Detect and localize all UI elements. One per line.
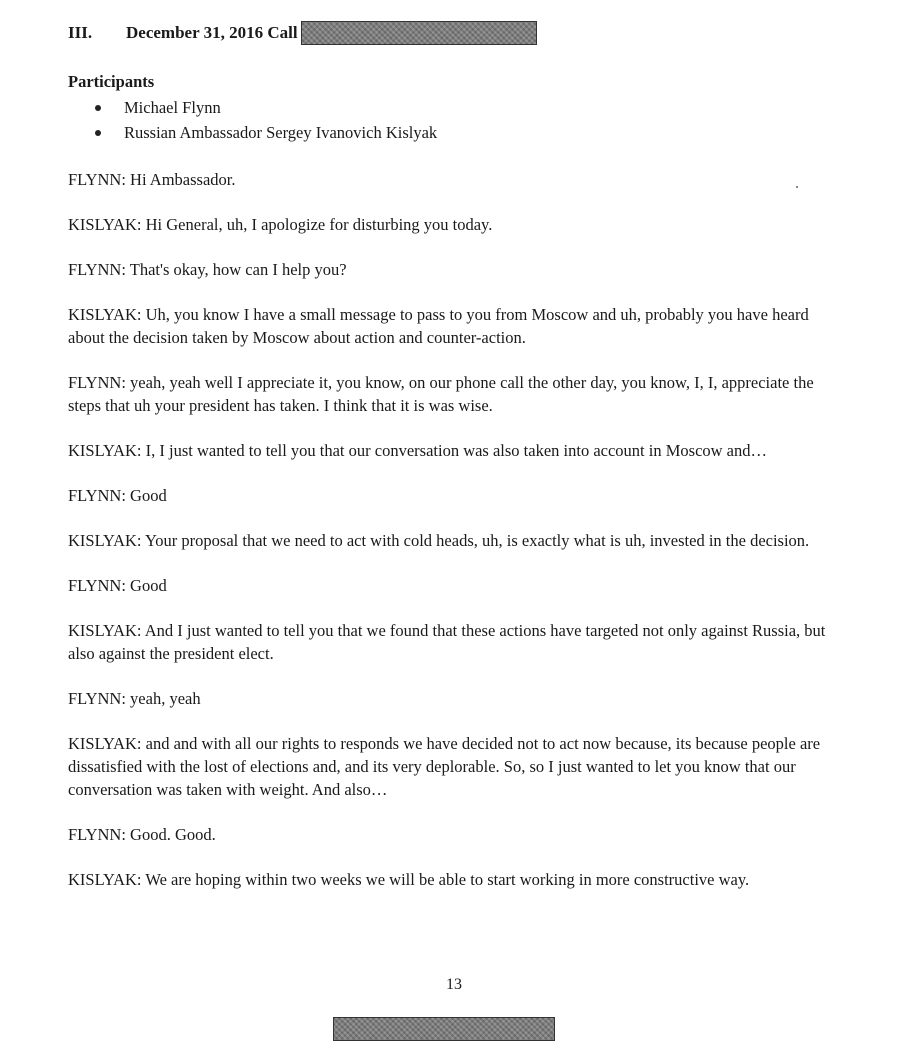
section-title: December 31, 2016 Call — [126, 23, 298, 42]
transcript-line: FLYNN: Good — [68, 576, 167, 595]
participant-item — [68, 95, 437, 120]
participant-name: Russian Ambassador Sergey Ivanovich Kislyak — [124, 123, 438, 142]
bullet-icon — [95, 105, 101, 111]
transcript-line: KISLYAK: Hi General, uh, I apologize for disturbing you today. — [68, 215, 493, 234]
transcript-line: FLYNN: yeah, yeah — [68, 689, 201, 708]
transcript-line: FLYNN: Good. Good. — [68, 825, 216, 844]
transcript-line: KISLYAK: and and with all our rights to responds we have decided not to act now because, its because people are dissatisfied with the lost of elections and, and its very deplorable. So, so I just wanted to let you know that our conversation was taken with weight. And also… — [68, 734, 821, 799]
bullet-icon — [95, 130, 101, 136]
transcript-line: FLYNN: yeah, yeah well I appreciate it, you know, on our phone call the other day, you know, I, I, appreciate the steps that uh your president has taken. I think that it is was wise. — [68, 373, 814, 415]
transcript-line: KISLYAK: Your proposal that we need to act with cold heads, uh, is exactly what is uh, invested in the decision. — [68, 531, 810, 550]
transcript-line: KISLYAK: Uh, you know I have a small message to pass to you from Moscow and uh, probably you have heard about the decision taken by Moscow about action and counter-action. — [68, 305, 809, 347]
section-number: III. — [68, 23, 93, 42]
redaction-block — [301, 21, 537, 45]
participants-label: Participants — [68, 72, 155, 91]
transcript-line: FLYNN: Good — [68, 486, 167, 505]
participants-list — [68, 95, 437, 145]
transcript-line: KISLYAK: I, I just wanted to tell you that our conversation was also taken into account in Moscow and… — [68, 441, 768, 460]
transcript-line: KISLYAK: We are hoping within two weeks we will be able to start working in more constructive way. — [68, 870, 750, 889]
participant-name: Michael Flynn — [124, 98, 221, 117]
footer-redaction-block — [333, 1017, 555, 1041]
participants-section — [68, 72, 437, 145]
transcript-line: FLYNN: That's okay, how can I help you? — [68, 260, 347, 279]
transcript — [68, 168, 838, 913]
transcript-line: FLYNN: Hi Ambassador. — [68, 170, 236, 189]
participant-item — [68, 120, 437, 145]
section-heading — [68, 18, 537, 48]
page-number: 13 — [446, 976, 462, 993]
transcript-line: KISLYAK: And I just wanted to tell you that we found that these actions have targeted not only against Russia, but also against the president elect. — [68, 621, 826, 663]
